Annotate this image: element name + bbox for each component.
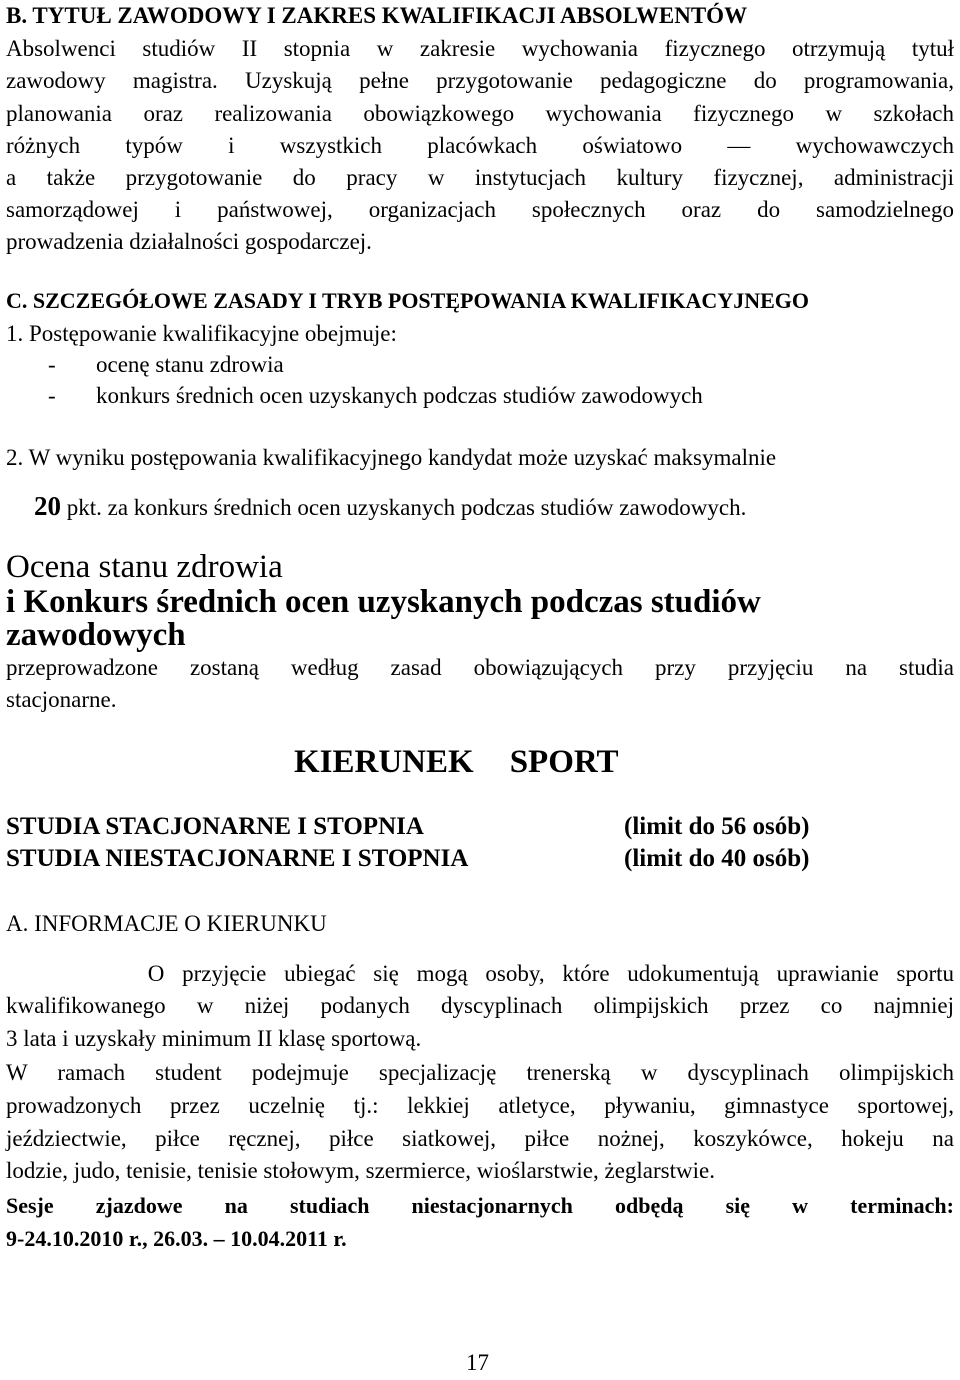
max-points-description: pkt. za konkurs średnich ocen uzyskanych podczas studiów zawodowych.: [61, 495, 747, 520]
section-a-paragraph-line: W ramach student podejmuje specjalizację trenerską w dyscyplinach olimpijskich: [6, 1060, 954, 1085]
studia-row: [6, 812, 954, 842]
section-a-heading: A. INFORMACJE O KIERUNKU: [6, 911, 327, 936]
section-c-item-1: 1. Postępowanie kwalifikacyjne obejmuje:: [6, 321, 397, 346]
bullet-text: ocenę stanu zdrowia: [96, 352, 284, 377]
studia-limit: (limit do 40 osób): [624, 845, 810, 872]
ocena-body-line: przeprowadzone zostaną według zasad obowiązujących przy przyjęciu na studia: [6, 655, 954, 680]
sesje-dates: 9-24.10.2010 r., 26.03. – 10.04.2011 r.: [6, 1226, 347, 1251]
section-a-paragraph-line: 3 lata i uzyskały minimum II klasę sportową.: [6, 1026, 422, 1051]
bullet-dash: -: [48, 383, 56, 408]
section-c-bullet: [6, 351, 284, 379]
studia-row: [6, 844, 954, 874]
section-a-paragraph-line: kwalifikowanego w niżej podanych dyscyplinach olimpijskich przez co najmniej: [6, 993, 954, 1018]
kierunek-word: KIERUNEK: [294, 744, 474, 780]
bullet-dash: -: [48, 352, 56, 377]
ocena-title-line: zawodowych: [6, 617, 186, 653]
section-c-heading: C. SZCZEGÓŁOWE ZASADY I TRYB POSTĘPOWANIA KWALIFIKACYJNEGO: [6, 288, 809, 313]
section-b-paragraph-line: Absolwenci studiów II stopnia w zakresie wychowania fizycznego otrzymują tytuł: [6, 36, 954, 61]
section-a-paragraph-line: prowadzonych przez uczelnię tj.: lekkiej atletyce, pływaniu, gimnastyce sportowej,: [6, 1093, 954, 1118]
section-a-paragraph-line: lodzie, judo, tenisie, tenisie stołowym, szermierce, wioślarstwie, żeglarstwie.: [6, 1158, 715, 1183]
studia-label: STUDIA STACJONARNE I STOPNIA: [6, 813, 424, 840]
studia-limit: (limit do 56 osób): [624, 813, 810, 840]
section-c-item-2: 2. W wyniku postępowania kwalifikacyjnego kandydat może uzyskać maksymalnie: [6, 445, 777, 470]
section-b-paragraph-line: a także przygotowanie do pracy w instytucjach kultury fizycznej, administracji: [6, 165, 954, 190]
ocena-title-line: i Konkurs średnich ocen uzyskanych podczas studiów: [6, 584, 761, 620]
ocena-body-line: stacjonarne.: [6, 687, 117, 712]
kierunek-heading: [294, 745, 619, 779]
studia-label: STUDIA NIESTACJONARNE I STOPNIA: [6, 845, 469, 872]
section-a-paragraph-line: O przyjęcie ubiegać się mogą osoby, które udokumentują uprawianie sportu: [6, 961, 954, 986]
section-b-paragraph-line: samorządowej i państwowej, organizacjach społecznych oraz do samodzielnego: [6, 197, 954, 222]
page-number: 17: [466, 1350, 489, 1375]
section-b-heading: B. TYTUŁ ZAWODOWY I ZAKRES KWALIFIKACJI ABSOLWENTÓW: [6, 3, 748, 28]
section-c-bullet: [6, 382, 703, 410]
section-c-item-2-continued: [6, 492, 746, 522]
sesje-line: Sesje zjazdowe na studiach niestacjonarnych odbędą się w terminach:: [6, 1193, 954, 1218]
max-points: 20: [34, 491, 61, 521]
section-b-paragraph-line: różnych typów i wszystkich placówkach oświatowo — wychowawczych: [6, 133, 954, 158]
kierunek-word: SPORT: [509, 744, 619, 780]
ocena-title-line: Ocena stanu zdrowia: [6, 549, 283, 585]
bullet-text: konkurs średnich ocen uzyskanych podczas studiów zawodowych: [96, 383, 703, 408]
section-b-paragraph-line: zawodowy magistra. Uzyskują pełne przygotowanie pedagogiczne do programowania,: [6, 68, 954, 93]
section-b-paragraph-line: planowania oraz realizowania obowiązkowego wychowania fizycznego w szkołach: [6, 101, 954, 126]
section-b-paragraph-line: prowadzenia działalności gospodarczej.: [6, 229, 372, 254]
section-a-paragraph-line: jeździectwie, piłce ręcznej, piłce siatkowej, piłce nożnej, koszykówce, hokeju na: [6, 1126, 954, 1151]
